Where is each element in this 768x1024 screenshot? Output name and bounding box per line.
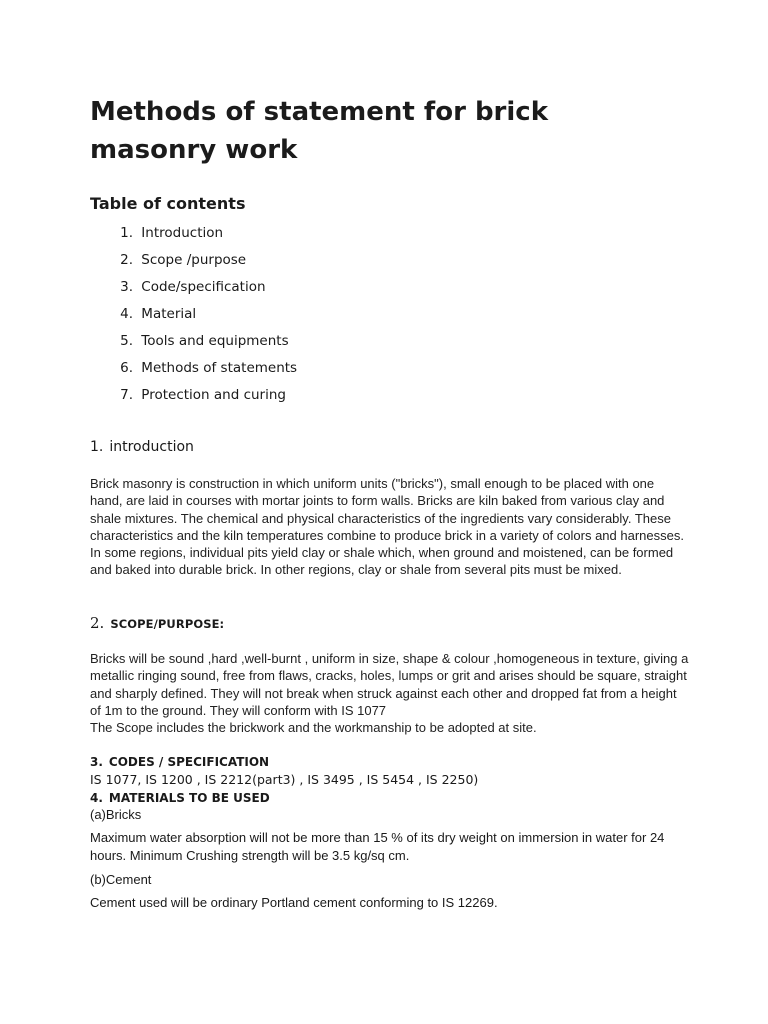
toc-item-label: Protection and curing [141,387,286,403]
section-number: 2. [90,614,105,632]
toc-list [90,222,297,411]
cement-paragraph: Cement used will be ordinary Portland cement conforming to IS 12269. [90,895,498,910]
toc-item-number: 5. [120,333,133,349]
toc-item-number: 2. [120,252,133,268]
section-title: introduction [109,439,194,455]
scope-text: Bricks will be sound ,hard ,well-burnt , uniform in size, shape & colour ,homogeneous in texture, giving a metallic ringing sound, free from flaws, cracks, holes, lumps or grit and arises should be square, straight and sharply defined. They will not break when struck against each other and dropped fat from a height of 1m to the ground. They will conform with IS 1077 [90,651,689,718]
section-heading-materials [90,789,270,807]
toc-item-label: Methods of statements [141,360,298,376]
toc-item-number: 3. [120,279,133,295]
toc-item [90,222,297,249]
introduction-paragraph: Brick masonry is construction in which uniform units ("bricks"), small enough to be placed with one hand, are laid in courses with mortar joints to form walls. Bricks are kiln baked from various clay and shale mixtures. The chemical and physical characteristics of the ingredients vary considerably. These characteristics and the kiln temperatures combine to produce brick in a variety of colors and harnesses. In some regions, individual pits yield clay or shale which, when ground and moistened, can be formed and baked into durable brick. In other regions, clay or shale from several pits must be mixed. [90,476,684,578]
toc-item-label: Material [141,306,197,322]
section-heading-scope [90,612,224,635]
codes-list: IS 1077, IS 1200 , IS 2212(part3) , IS 3495 , IS 5454 , IS 2250) [90,772,479,787]
toc-item [90,249,297,276]
document-title: Methods of statement for brick masonry work [90,97,548,165]
bricks-label: (a)Bricks [90,807,142,822]
section-title: MATERIALS TO BE USED [108,791,270,805]
cement-label: (b)Cement [90,872,152,887]
section-heading-codes [90,753,269,771]
toc-item [90,303,297,330]
section-heading-introduction [90,436,194,458]
scope-text-2: The Scope includes the brickwork and the workmanship to be adopted at site. [90,720,537,736]
toc-item-label: Introduction [141,225,224,241]
bricks-paragraph: Maximum water absorption will not be more than 15 % of its dry weight on immersion in water for 24 hours. Minimum Crushing strength will be 3.5 kg/sq cm. [90,830,665,863]
scope-paragraph [90,650,690,736]
toc-item [90,357,297,384]
toc-item [90,384,297,411]
toc-item-label: Tools and equipments [141,333,289,349]
toc-item [90,276,297,303]
toc-item-number: 1. [120,225,133,241]
toc-item-label: Code/specification [141,279,266,295]
toc-item-number: 6. [120,360,133,376]
section-number: 3. [90,755,103,769]
section-title: SCOPE/PURPOSE: [110,617,225,631]
toc-heading: Table of contents [90,194,246,213]
toc-item-number: 7. [120,387,133,403]
toc-item [90,330,297,357]
section-number: 4. [90,791,103,805]
section-title: CODES / SPECIFICATION [108,755,270,769]
toc-item-label: Scope /purpose [141,252,247,268]
toc-item-number: 4. [120,306,133,322]
section-number: 1. [90,439,104,455]
